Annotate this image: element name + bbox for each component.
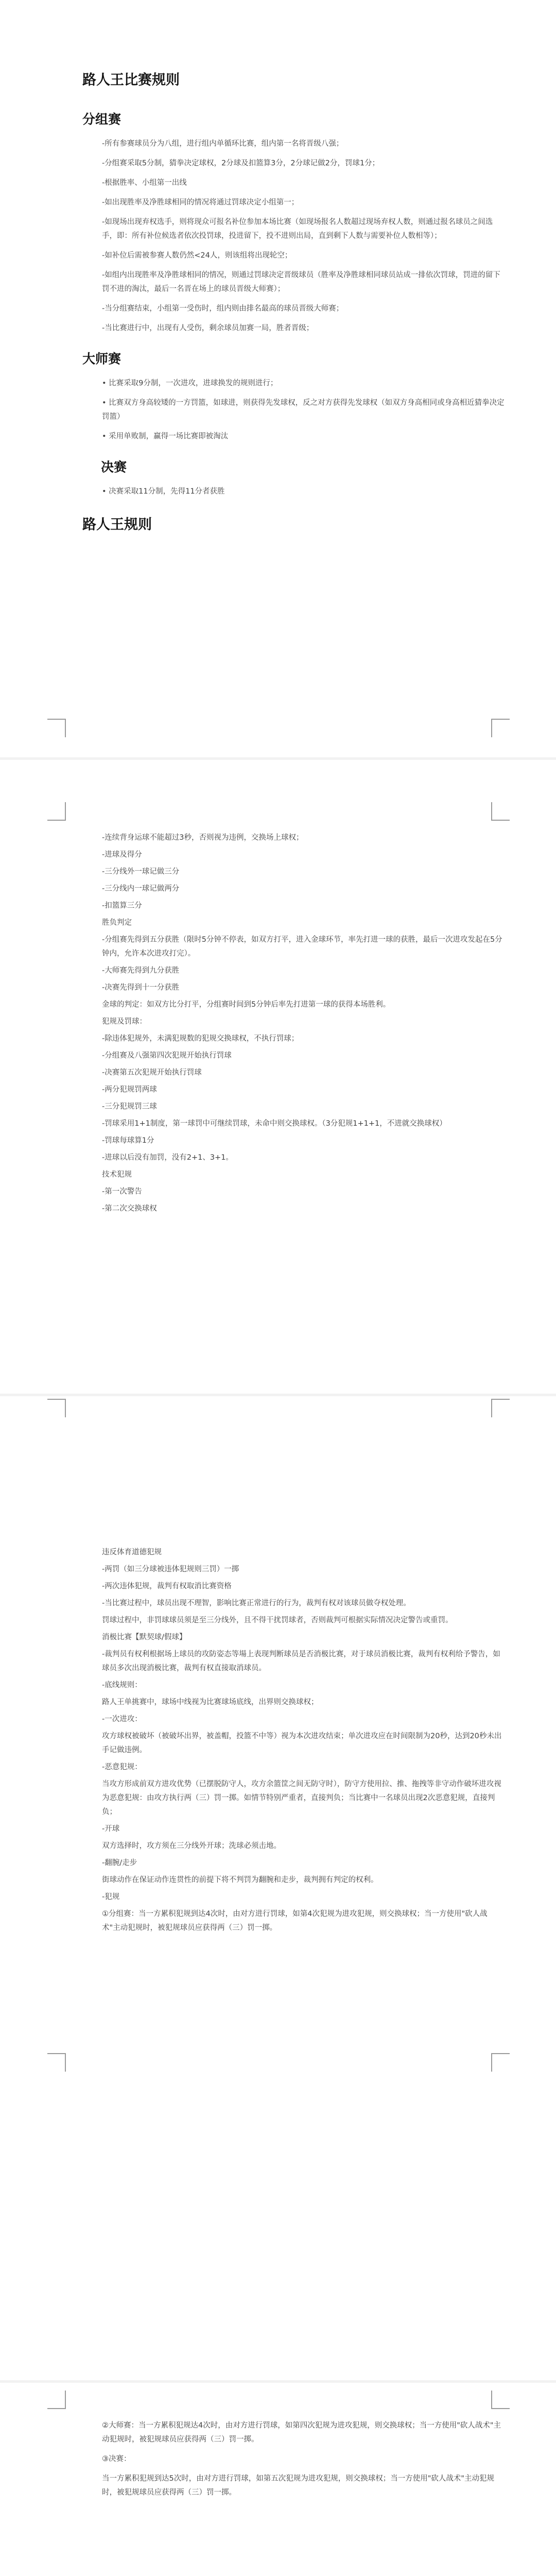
rules-heading: 路人王规则 [82, 517, 152, 533]
paragraph: 攻方球权被破坏（被破坏出界，被盖帽，投篮不中等）视为本次进攻结束；单次进攻应在时间限制为20秒，达到20秒未出手记做违例。 [102, 1732, 502, 1754]
paragraph: 技术犯规 [102, 1171, 132, 1179]
paragraph: • 比赛双方身高较矮的一方罚篮，如球进，则获得先发球权，反之对方获得先发球权（如双方身高相同或身高相近猜拳决定罚篮） [102, 399, 505, 421]
crop-mark [47, 1399, 66, 1417]
crop-mark [491, 2053, 510, 2072]
paragraph: -除违体犯规外，未满犯规数的犯规交换球权，不执行罚球； [102, 1035, 299, 1043]
paragraph: -两次违体犯规，裁判有权取消比赛资格 [102, 1582, 232, 1590]
paragraph: -进球及得分 [102, 851, 142, 859]
paragraph: -分组赛及八强第四次犯规开始执行罚球 [102, 1052, 232, 1060]
paragraph: 罚球过程中，非罚球球员须是至三分线外，且不得干扰罚球者，否则裁判可根据实际情况决定警告或重罚。 [102, 1616, 453, 1624]
page2-content [82, 831, 505, 1219]
paragraph: -如出现胜率及净胜球相同的情况将通过罚球决定小组第一； [102, 198, 299, 207]
paragraph: 违反体育道德犯规 [102, 1548, 162, 1556]
paragraph: -当比赛过程中，球员出现不理智，影响比赛正常进行的行为，裁判有权对该球员做夺权处理。 [102, 1599, 411, 1607]
paragraph: 金球的判定：如双方比分打平，分组赛时间到5分钟后率先打进第一球的获得本场胜利。 [102, 1001, 391, 1009]
paragraph: -第一次警告 [102, 1188, 142, 1196]
paragraph: 双方选择时，攻方须在三分线外开球；洗球必须击地。 [102, 1842, 281, 1850]
paragraph: 消极比赛【默契球/假球】 [102, 1633, 187, 1641]
paragraph: -决赛第五次犯规开始执行罚球 [102, 1069, 202, 1077]
paragraph: -分组赛采取5分制，猜拳决定球权，2分球及扣篮算3分，2分球记做2分，罚球1分； [102, 159, 380, 167]
crop-mark [491, 719, 510, 737]
paragraph: -如现场出现弃权选手，则将现众可报名补位参加本场比赛（如现场报名人数超过现场弃权人数，则通过报名球员之间选手，即：所有补位候选者依次投罚球，投进留下，投不进则出局，直到剩下人数与需要补位人数相等）； [102, 218, 493, 240]
crop-mark [491, 1399, 510, 1417]
section-heading-masters: 大师赛 [82, 351, 121, 366]
paragraph: -两分犯规罚两球 [102, 1086, 157, 1094]
section-heading-group-stage: 分组赛 [82, 112, 121, 127]
paragraph: 当一方累积犯规到达5次时，由对方进行罚球，如第五次犯规为进攻犯规，则交换球权；当一方使用"砍人战术"主动犯规时，被犯规球员应获得两（三）罚一掷。 [102, 2475, 495, 2497]
document-page-3 [0, 1396, 556, 2380]
crop-mark [47, 802, 66, 821]
crop-mark [491, 2391, 510, 2409]
paragraph: -开球 [102, 1825, 120, 1833]
paragraph: -底线规则： [102, 1681, 142, 1689]
paragraph: 当攻方形成前双方进攻优势（已摆脱防守人，攻方余篮筐之间无防守时），防守方使用拉、推、拖拽等非守动作破坏进攻视为恶意犯规：由攻方执行两（三）罚一掷。如情节特别严重者，直接判负；当比赛中一名球员出现2次恶意犯规，直接判负； [102, 1780, 501, 1816]
paragraph: ②大师赛：当一方累积犯规达4次时，由对方进行罚球，如第四次犯规为进攻犯规，则交换球权；当一方使用"砍人战术"主动犯规时，被犯规球员应获得两（三）罚一掷。 [102, 2421, 501, 2444]
crop-mark [47, 2053, 66, 2072]
paragraph: -当分组赛结束，小组第一受伤时，组内则由排名最高的球员晋级大师赛； [102, 304, 344, 313]
paragraph: • 决赛采取11分制，先得11分者获胜 [102, 487, 225, 496]
paragraph: ③决赛： [102, 2455, 131, 2463]
paragraph: -如补位后需被参赛人数仍然<24人，则该组将出现轮空； [102, 251, 292, 260]
paragraph: -三分线外一球记做三分 [102, 868, 180, 876]
paragraph: ①分组赛：当一方累积犯规到达4次时，由对方进行罚球，如第4次犯规为进攻犯规，则交换球权；当一方使用"砍人战术"主动犯规时，被犯规球员应获得两（三）罚一掷。 [102, 1910, 488, 1932]
paragraph: -罚球采用1+1制度，第一球罚中可继续罚球，未命中则交换球权。（3分犯规1+1+1，不进就交换球权） [102, 1120, 447, 1128]
crop-mark [47, 719, 66, 737]
paragraph: -三分犯规罚三球 [102, 1103, 157, 1111]
paragraph: 胜负判定 [102, 919, 132, 927]
document-page-1 [0, 0, 556, 757]
crop-mark [47, 2391, 66, 2409]
document-title: 路人王比赛规则 [82, 72, 180, 88]
section-heading-final: 决赛 [101, 460, 127, 474]
paragraph: -犯规 [102, 1893, 120, 1901]
crop-mark [491, 802, 510, 821]
document-page-4 [0, 2383, 556, 2576]
paragraph: -扣篮算三分 [102, 902, 142, 910]
paragraph: -罚球每球算1分 [102, 1137, 154, 1145]
page4-content [82, 2419, 505, 2505]
paragraph: -当比赛进行中，出现有人受伤，剩余球员加赛一局，胜者晋级； [102, 324, 314, 332]
paragraph: -分组赛先得到五分获胜（限时5分钟不停表，如双方打平，进入金球环节，率先打进一球的获胜，最后一次进攻发起在5分钟内，允许本次进攻打完）。 [102, 936, 502, 958]
paragraph: • 采用单败制，赢得一场比赛即被淘汰 [102, 432, 229, 440]
paragraph: -第二次交换球权 [102, 1205, 157, 1213]
paragraph: -进球以后没有加罚，没有2+1、3+1。 [102, 1154, 233, 1162]
paragraph: -一次进攻： [102, 1715, 142, 1723]
page1-content [82, 69, 505, 545]
paragraph: -裁判员有权利根据场上球员的攻防姿态等場上表现判断球员是否消极比赛，对于球员消极比赛，裁判有权利给予警告，如球员多次出现消极比赛，裁判有权直接取消球员。 [102, 1650, 500, 1672]
document-page-2 [0, 760, 556, 1394]
paragraph: -恶意犯规： [102, 1763, 142, 1771]
paragraph: -两罚（如三分球被违体犯规则三罚）一掷 [102, 1565, 239, 1573]
paragraph: -连续背身运球不能超过3秒，否则视为违例，交换场上球权； [102, 834, 304, 842]
paragraph: • 比赛采取9分制，一次进攻，进球换发的规则进行； [102, 379, 278, 387]
paragraph: -大师赛先得到九分获胜 [102, 967, 180, 975]
paragraph: -翻腕/走步 [102, 1859, 137, 1867]
paragraph: -所有参赛球员分为八组，进行组内单循环比赛，组内第一名将晋级八强； [102, 140, 344, 148]
paragraph: -三分线内一球记做两分 [102, 885, 180, 893]
paragraph: 街球动作在保证动作连贯性的前提下将不判罚为翻腕和走步，裁判拥有判定的权利。 [102, 1876, 378, 1884]
paragraph: 犯规及罚球： [102, 1018, 147, 1026]
paragraph: -如组内出现胜率及净胜球相同的情况，则通过罚球决定晋级球员（胜率及净胜球相同球员站成一排依次罚球，罚进的留下罚不进的淘汰，最后一名晋在场上的球员晋级大师赛）； [102, 271, 500, 293]
paragraph: 路人王单挑赛中，球场中线视为比赛球场底线，出界则交换球权； [102, 1698, 319, 1706]
page3-content [82, 1546, 505, 1938]
paragraph: -根据胜率、小组第一出线 [102, 179, 187, 187]
paragraph: -决赛先得到十一分获胜 [102, 984, 180, 992]
